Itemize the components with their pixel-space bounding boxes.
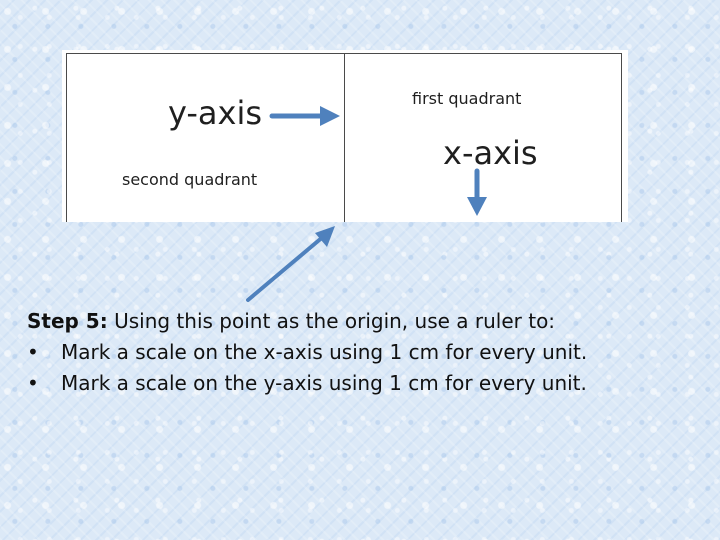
step-instructions xyxy=(27,306,707,399)
bullet-text: Mark a scale on the y-axis using 1 cm for every unit. xyxy=(61,371,587,395)
arrow-down-icon xyxy=(467,171,487,216)
step-label: Step 5: xyxy=(27,309,108,333)
step-heading-line xyxy=(27,306,707,337)
bullet-item xyxy=(27,337,707,368)
second-quadrant-label: second quadrant xyxy=(122,170,258,189)
first-quadrant-label: first quadrant xyxy=(412,89,522,108)
bullet-icon: • xyxy=(27,340,39,364)
step-description: Using this point as the origin, use a ruler to: xyxy=(107,309,556,333)
bullet-icon: • xyxy=(27,371,39,395)
bullet-item xyxy=(27,368,707,399)
origin-pointer-arrow-icon xyxy=(248,226,335,300)
y-axis-label: y-axis xyxy=(168,94,263,132)
x-axis-label: x-axis xyxy=(443,134,538,172)
arrow-right-icon xyxy=(272,106,340,126)
bullet-text: Mark a scale on the x-axis using 1 cm for every unit. xyxy=(61,340,588,364)
